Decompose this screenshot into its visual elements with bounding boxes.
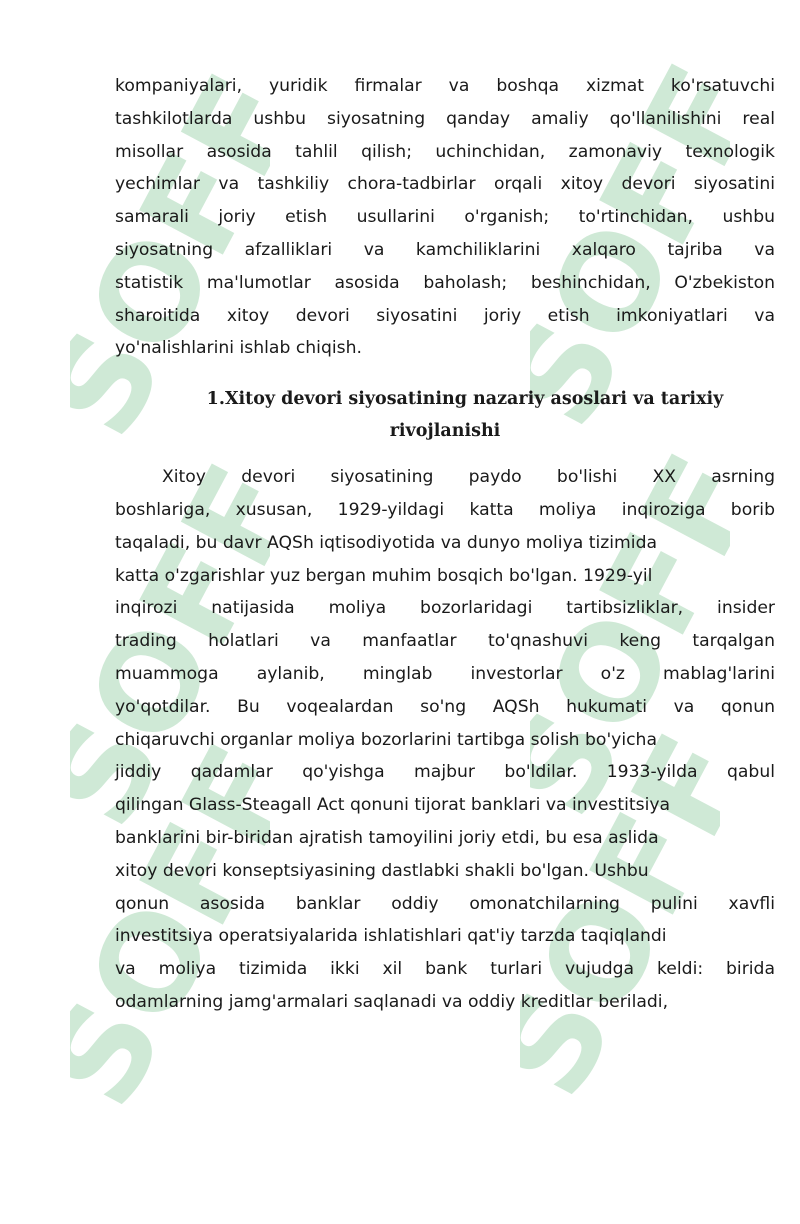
text-line: katta o'zgarishlar yuz bergan muhim bosqich bo'lgan. 1929-yil — [115, 565, 653, 586]
svg-text:SOFF: SOFF — [70, 441, 270, 850]
section-heading-line: 1.Xitoy devori siyosatining nazariy asoslari va tarixiy — [206, 389, 724, 410]
text-line: taqaladi, bu davr AQSh iqtisodiyotida va dunyo moliya tizimida — [115, 532, 658, 553]
text-line: chiqaruvchi organlar moliya bozorlarini tartibga solish bo'yicha — [115, 729, 657, 750]
text-line: siyosatning afzalliklari va kamchiliklarini xalqaro tajriba va — [115, 239, 775, 260]
text-line: yo'qotdilar. Bu voqealardan so'ng AQSh hukumati va qonun — [115, 696, 775, 717]
svg-text:SOFF: SOFF — [70, 721, 270, 1130]
text-line: boshlariga, xususan, 1929-yildagi katta moliya inqiroziga borib — [115, 499, 775, 520]
text-line: samarali joriy etish usullarini o'rganish; to'rtinchidan, ushbu — [115, 207, 775, 228]
document-body — [115, 70, 775, 1019]
text-line: kompaniyalari, yuridik firmalar va boshqa xizmat ko'rsatuvchi — [115, 76, 775, 96]
paragraph — [115, 461, 775, 1019]
svg-text:SOFF: SOFF — [520, 711, 720, 1120]
text-line: yechimlar va tashkiliy chora-tadbirlar orqali xitoy devori siyosatini — [115, 174, 775, 195]
svg-text:SOFF: SOFF — [530, 431, 730, 840]
text-line: Xitoy devori siyosatining paydo bo'lishi XX asrning — [162, 467, 775, 488]
section-heading — [115, 383, 775, 447]
text-line: statistik ma'lumotlar asosida baholash; beshinchidan, O'zbekiston — [115, 272, 775, 293]
text-line: banklarini bir-biridan ajratish tamoyilini joriy etdi, bu esa aslida — [115, 827, 659, 848]
text-line: sharoitida xitoy devori siyosatini joriy etish imkoniyatlari va — [115, 305, 775, 326]
text-line: odamlarning jamg'armalari saqlanadi va oddiy kreditlar beriladi, — [115, 991, 669, 1012]
text-line: inqirozi natijasida moliya bozorlaridagi tartibsizliklar, insider — [115, 598, 775, 619]
svg-text:SOFF: SOFF — [530, 41, 730, 450]
text-line: misollar asosida tahlil qilish; uchinchidan, zamonaviy texnologik — [115, 141, 775, 162]
text-line: jiddiy qadamlar qo'yishga majbur bo'ldilar. 1933-yilda qabul — [115, 762, 775, 783]
svg-text:SOFF: SOFF — [70, 51, 270, 460]
text-line: trading holatlari va manfaatlar to'qnashuvi keng tarqalgan — [115, 631, 775, 652]
text-line: investitsiya operatsiyalarida ishlatishlari qat'iy tarzda taqiqlandi — [115, 926, 667, 947]
text-line: qilingan Glass-Steagall Act qonuni tijorat banklari va investitsiya — [115, 795, 671, 816]
section-heading-line: rivojlanishi — [389, 421, 501, 442]
text-line: xitoy devori konseptsiyasining dastlabki shakli bo'lgan. Ushbu — [115, 860, 649, 881]
paragraph — [115, 70, 775, 365]
text-line: tashkilotlarda ushbu siyosatning qanday amaliy qo'llanilishini real — [115, 108, 775, 129]
text-line: muammoga aylanib, minglab investorlar o'z mablag'larini — [115, 663, 775, 684]
text-line: qonun asosida banklar oddiy omonatchilarning pulini xavfli — [115, 893, 775, 914]
text-line: yo'nalishlarini ishlab chiqish. — [115, 338, 362, 359]
text-line: va moliya tizimida ikki xil bank turlari vujudga keldi: birida — [115, 959, 775, 980]
